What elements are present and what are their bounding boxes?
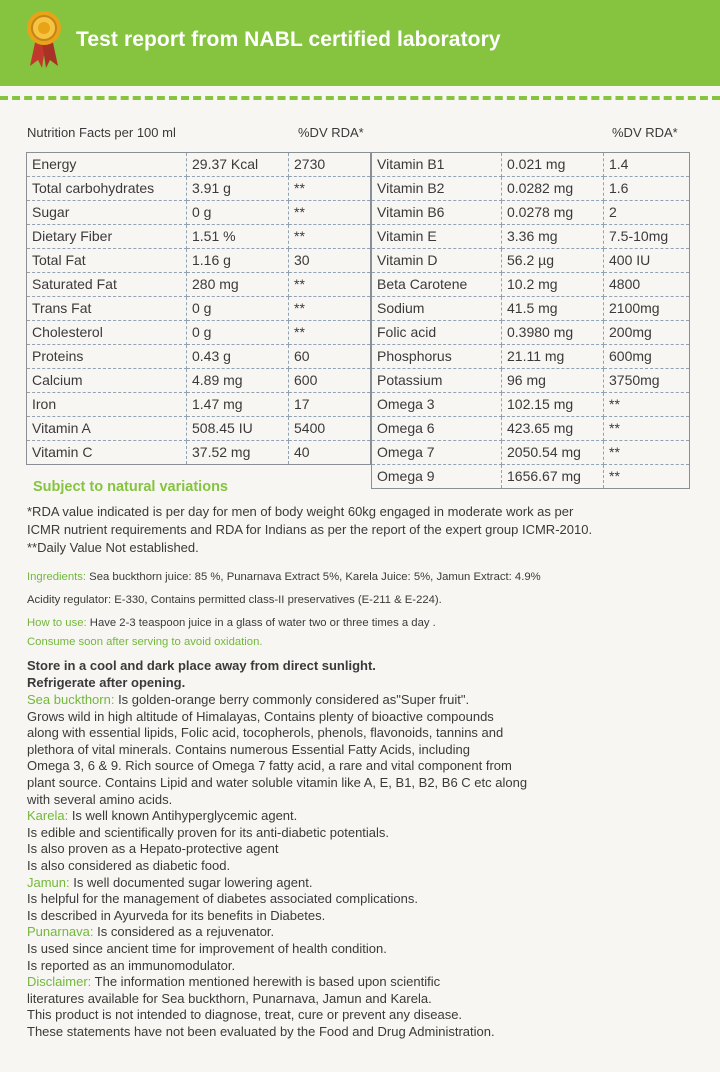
karela-line — [27, 841, 697, 858]
nutrient-name: Vitamin A — [27, 417, 187, 441]
nutrient-dv: 2100mg — [604, 297, 690, 321]
nutrient-dv: 5400 — [289, 417, 371, 441]
jamun-line — [27, 908, 697, 925]
how-to-label: How to use: — [27, 617, 87, 629]
nutrient-name: Phosphorus — [372, 345, 502, 369]
nutrient-value: 0.0282 mg — [502, 177, 604, 201]
table-row — [372, 417, 690, 441]
sea-buckthorn-text: plethora of vital minerals. Contains numerous Essential Fatty Acids, including — [27, 741, 470, 757]
nutrient-dv: ** — [289, 273, 371, 297]
table-row — [372, 225, 690, 249]
ingredients-block — [27, 568, 697, 586]
sea-buckthorn-label: Sea buckthorn: — [27, 692, 115, 707]
nutrient-dv: ** — [609, 468, 620, 484]
rda-line-2: ICMR nutrient requirements and RDA for Indians as per the report of the expert group ICMR-2010. — [27, 522, 593, 537]
how-to-use — [27, 614, 697, 632]
nutrient-dv: 1.6 — [604, 177, 690, 201]
nutrient-value: 102.15 mg — [502, 393, 604, 417]
table-row — [27, 297, 371, 321]
nutrient-name: Cholesterol — [27, 321, 187, 345]
nutrient-name: Omega 7 — [372, 441, 502, 465]
karela-text: Is well known Antihyperglycemic agent. — [68, 808, 298, 824]
nutrient-dv: 2730 — [289, 153, 371, 177]
nutrient-name: Iron — [27, 393, 187, 417]
sea-buckthorn-text: with several amino acids. — [27, 791, 173, 807]
sea-buckthorn-line — [27, 775, 697, 792]
punarnava-line — [27, 924, 697, 941]
karela-line — [27, 858, 697, 875]
disclaimer-text: This product is not intended to diagnose, treat, cure or prevent any disease. — [27, 1007, 463, 1023]
table-row — [372, 153, 690, 177]
nutrient-value: 508.45 IU — [187, 417, 289, 441]
sea-buckthorn-line — [27, 692, 697, 709]
table-row — [27, 393, 371, 417]
nutrient-value: 0 g — [187, 321, 289, 345]
disclaimer-label: Disclaimer: — [27, 974, 92, 990]
nutrient-name: Omega 6 — [372, 417, 502, 441]
header-banner — [0, 0, 720, 86]
table-row — [372, 249, 690, 273]
nutrient-value: 3.36 mg — [502, 225, 604, 249]
sea-buckthorn-line — [27, 792, 697, 809]
nutrient-dv: 600 — [289, 369, 371, 393]
jamun-text: Is helpful for the management of diabetes associated complications. — [27, 891, 418, 907]
variation-note: Subject to natural variations — [33, 479, 228, 495]
store-line: Store in a cool and dark place away from direct sunlight. — [27, 658, 376, 673]
table-row — [27, 369, 371, 393]
nutrient-name: Folic acid — [372, 321, 502, 345]
nutrient-name: Sodium — [372, 297, 502, 321]
ingredients-label: Ingredients: — [27, 571, 87, 583]
nutrient-dv: ** — [289, 225, 371, 249]
nutrient-value: 0.43 g — [187, 345, 289, 369]
nutrient-value: 0.3980 mg — [502, 321, 604, 345]
nutrient-dv: 600mg — [604, 345, 690, 369]
table-row — [27, 441, 371, 465]
sea-buckthorn-line — [27, 758, 697, 775]
rda-line-1: *RDA value indicated is per day for men of body weight 60kg engaged in moderate work as per — [27, 504, 574, 519]
disclaimer-line — [27, 974, 697, 991]
rda-note — [27, 503, 697, 557]
karela-text: Is also proven as a Hepato-protective agent — [27, 841, 279, 857]
nutrient-dv: 1.4 — [604, 153, 690, 177]
sea-buckthorn-text: plant source. Contains Lipid and water soluble vitamin like A, E, B1, B2, B6 C etc along — [27, 774, 528, 790]
disclaimer-text: These statements have not been evaluated by the Food and Drug Administration. — [27, 1023, 495, 1039]
table-row — [372, 201, 690, 225]
jamun-text: Is described in Ayurveda for its benefits in Diabetes. — [27, 907, 326, 923]
punarnava-line — [27, 958, 697, 975]
nutrient-dv: ** — [604, 393, 690, 417]
disclaimer-line — [27, 1007, 697, 1024]
karela-line — [27, 825, 697, 842]
nutrient-name: Saturated Fat — [27, 273, 187, 297]
table-row — [27, 225, 371, 249]
sea-buckthorn-line — [27, 709, 697, 726]
table-row — [27, 273, 371, 297]
disclaimer-line — [27, 1024, 697, 1041]
sea-buckthorn-text: along with essential lipids, Folic acid, tocopherols, phenols, flavonoids, tannins and — [27, 725, 504, 741]
nutrient-value: 1.16 g — [187, 249, 289, 273]
punarnava-text: Is reported as an immunomodulator. — [27, 957, 236, 973]
nutrient-name: Sugar — [27, 201, 187, 225]
nutrient-name: Total carbohydrates — [27, 177, 187, 201]
table-row — [27, 201, 371, 225]
jamun-line — [27, 891, 697, 908]
storage-note — [27, 657, 697, 691]
left-dv-header: %DV RDA* — [298, 125, 364, 140]
nutrient-dv: 200mg — [604, 321, 690, 345]
nutrient-name: Vitamin B6 — [372, 201, 502, 225]
nutrient-value: 4.89 mg — [187, 369, 289, 393]
nutrient-dv: 2 — [604, 201, 690, 225]
nutrient-name: Energy — [27, 153, 187, 177]
nutrient-value: 41.5 mg — [502, 297, 604, 321]
sea-buckthorn-text: Omega 3, 6 & 9. Rich source of Omega 7 fatty acid, a rare and vital component from — [27, 758, 512, 774]
nutrient-value: 1.47 mg — [187, 393, 289, 417]
table-row — [372, 465, 690, 489]
table-row — [27, 321, 371, 345]
nutrient-dv: 3750mg — [604, 369, 690, 393]
nutrient-dv: ** — [289, 201, 371, 225]
table-row — [372, 321, 690, 345]
table-row — [27, 417, 371, 441]
jamun-label: Jamun: — [27, 874, 70, 890]
acidity-line: Acidity regulator: E-330, Contains permitted class-II preservatives (E-211 & E-224). — [27, 594, 442, 606]
consume-note: Consume soon after serving to avoid oxidation. — [27, 636, 263, 648]
nutrient-value: 0.0278 mg — [502, 201, 604, 225]
table-row — [372, 345, 690, 369]
refrigerate-line: Refrigerate after opening. — [27, 675, 186, 690]
nutrient-name: Calcium — [27, 369, 187, 393]
nutrient-value: 0.021 mg — [502, 153, 604, 177]
table-row — [27, 153, 371, 177]
nutrient-name: Potassium — [372, 369, 502, 393]
karela-text: Is also considered as diabetic food. — [27, 857, 231, 873]
table-row — [372, 273, 690, 297]
table-row — [27, 177, 371, 201]
nutrient-value: 21.11 mg — [502, 345, 604, 369]
nutrition-table-right — [371, 152, 690, 489]
table-title: Nutrition Facts per 100 ml — [27, 125, 176, 140]
sea-buckthorn-line — [27, 725, 697, 742]
nutrient-value: 1.51 % — [187, 225, 289, 249]
nutrient-dv: 7.5-10mg — [604, 225, 690, 249]
award-medal-icon — [24, 8, 64, 70]
nutrient-value: 0 g — [187, 297, 289, 321]
table-row — [27, 345, 371, 369]
sea-buckthorn-text: Is golden-orange berry commonly considered as"Super fruit". — [114, 692, 470, 707]
disclaimer-line — [27, 991, 697, 1008]
right-dv-header: %DV RDA* — [612, 125, 678, 140]
nutrient-name: Beta Carotene — [372, 273, 502, 297]
table-row — [372, 393, 690, 417]
nutrient-dv: ** — [289, 177, 371, 201]
divider — [0, 96, 720, 100]
nutrient-name: Vitamin B2 — [372, 177, 502, 201]
nutrient-dv: 400 IU — [604, 249, 690, 273]
nutrient-name: Total Fat — [27, 249, 187, 273]
punarnava-line — [27, 941, 697, 958]
how-to-text: Have 2-3 teaspoon juice in a glass of water two or three times a day . — [86, 617, 436, 629]
nutrient-value: 3.91 g — [187, 177, 289, 201]
table-row — [372, 177, 690, 201]
dv-note: **Daily Value Not established. — [27, 540, 199, 555]
nutrient-value: 0 g — [187, 201, 289, 225]
nutrient-name: Proteins — [27, 345, 187, 369]
nutrient-dv: ** — [604, 441, 690, 465]
nutrition-table-left — [26, 152, 371, 465]
disclaimer-text: literatures available for Sea buckthorn, Punarnava, Jamun and Karela. — [27, 990, 432, 1006]
ingredients-text: Sea buckthorn juice: 85 %, Punarnava Extract 5%, Karela Juice: 5%, Jamun Extract: 4.9% — [86, 571, 541, 583]
jamun-text: Is well documented sugar lowering agent. — [69, 874, 313, 890]
nutrient-name: Vitamin D — [372, 249, 502, 273]
table-row — [372, 297, 690, 321]
jamun-line — [27, 875, 697, 892]
nutrient-value: 2050.54 mg — [502, 441, 604, 465]
nutrient-dv: 4800 — [604, 273, 690, 297]
table-row — [372, 369, 690, 393]
nutrient-dv: 40 — [294, 444, 310, 460]
nutrient-dv: 30 — [289, 249, 371, 273]
nutrient-value: 96 mg — [502, 369, 604, 393]
table-row — [27, 249, 371, 273]
punarnava-text: Is used since ancient time for improvement of health condition. — [27, 940, 387, 956]
table-row — [372, 441, 690, 465]
nutrient-name: Vitamin E — [372, 225, 502, 249]
nutrient-dv: ** — [604, 417, 690, 441]
karela-line — [27, 808, 697, 825]
sea-buckthorn-text: Grows wild in high altitude of Himalayas, Contains plenty of bioactive compounds — [27, 708, 494, 724]
nutrient-value: 280 mg — [187, 273, 289, 297]
nutrient-dv: 17 — [289, 393, 371, 417]
descriptions — [27, 692, 697, 1040]
karela-text: Is edible and scientifically proven for its anti-diabetic potentials. — [27, 824, 390, 840]
page-title: Test report from NABL certified laboratory — [76, 28, 501, 51]
sea-buckthorn-line — [27, 742, 697, 759]
nutrient-name: Omega 9 — [372, 465, 502, 489]
punarnava-text: Is considered as a rejuvenator. — [93, 924, 275, 940]
nutrient-name: Vitamin B1 — [372, 153, 502, 177]
nutrient-dv: ** — [289, 297, 371, 321]
nutrient-value: 10.2 mg — [502, 273, 604, 297]
nutrient-value: 56.2 µg — [502, 249, 604, 273]
disclaimer-text: The information mentioned herewith is based upon scientific — [91, 974, 441, 990]
nutrient-name: Trans Fat — [27, 297, 187, 321]
nutrient-name: Dietary Fiber — [27, 225, 187, 249]
karela-label: Karela: — [27, 808, 69, 824]
nutrient-dv: 60 — [289, 345, 371, 369]
nutrient-name: Omega 3 — [372, 393, 502, 417]
nutrient-dv: ** — [289, 321, 371, 345]
punarnava-label: Punarnava: — [27, 924, 94, 940]
nutrient-name: Vitamin C — [27, 441, 187, 465]
nutrient-value: 1656.67 mg — [502, 465, 604, 489]
nutrient-value: 423.65 mg — [502, 417, 604, 441]
nutrient-value: 37.52 mg — [187, 441, 289, 465]
nutrient-value: 29.37 Kcal — [187, 153, 289, 177]
